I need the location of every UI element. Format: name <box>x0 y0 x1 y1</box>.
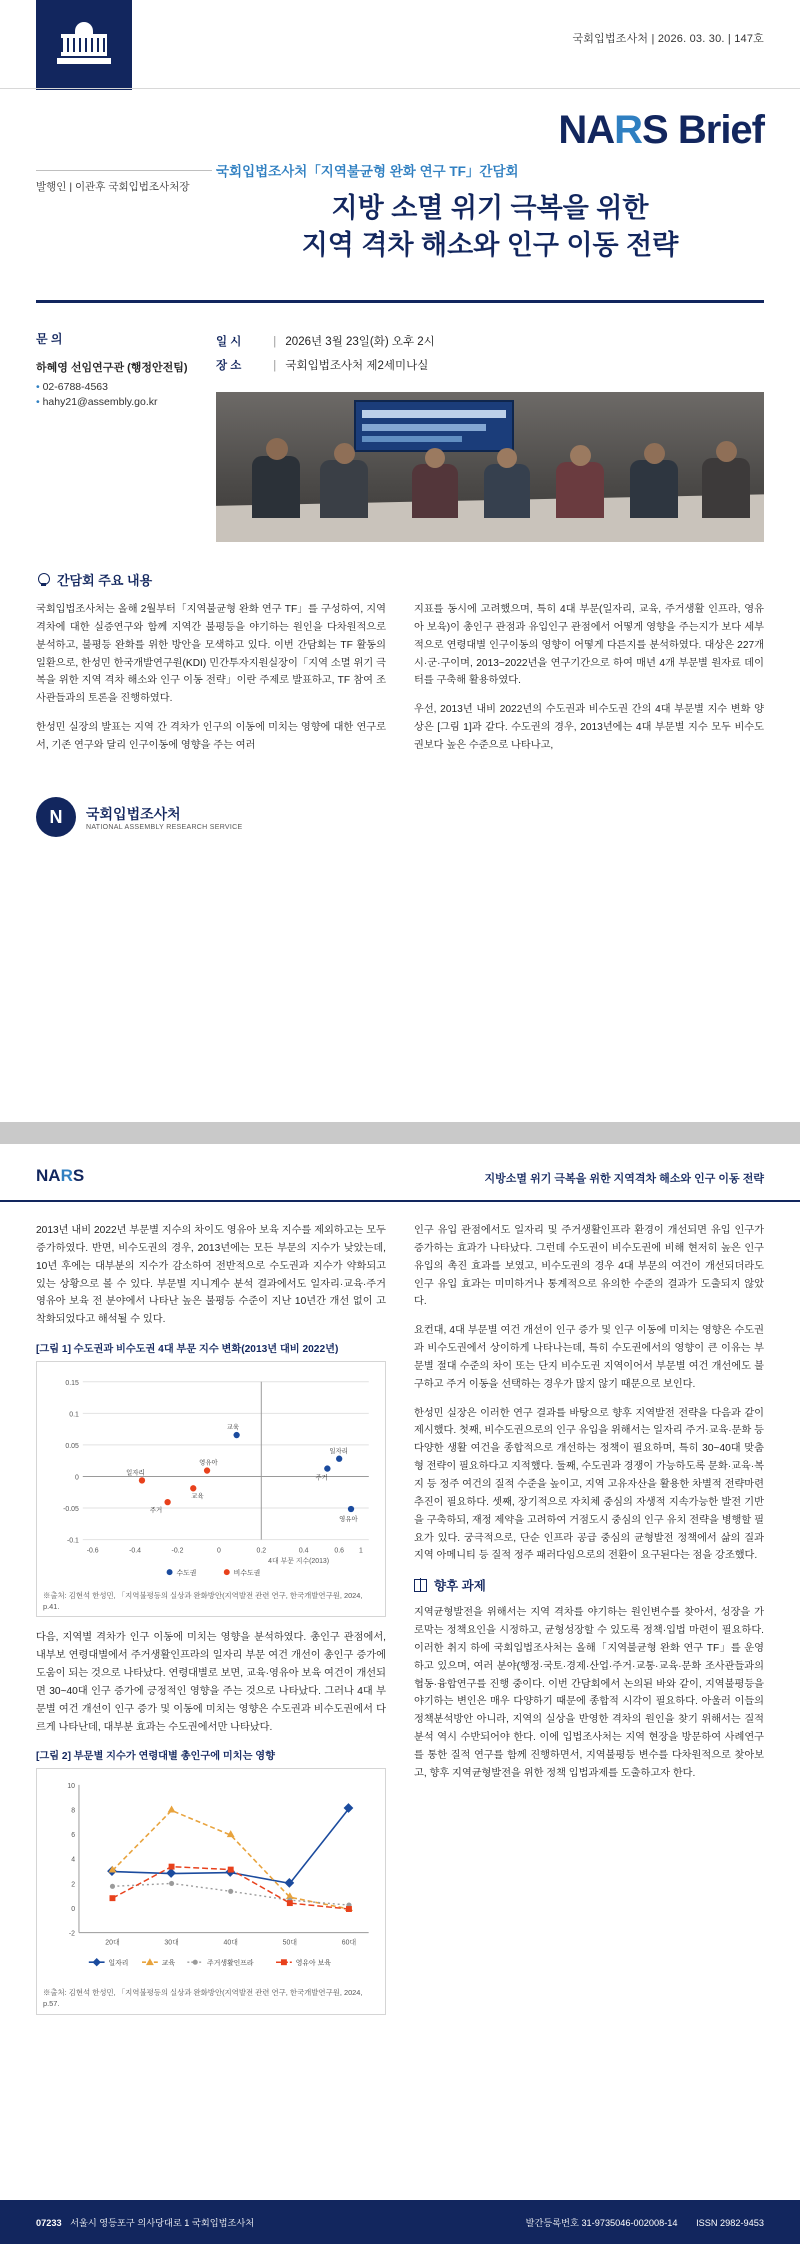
header-divider <box>0 88 800 89</box>
svg-text:0: 0 <box>75 1474 79 1482</box>
photo-person <box>702 458 750 518</box>
figure-2-caption: [그림 2] 부문별 지수가 연령대별 총인구에 미치는 영향 <box>36 1751 275 1763</box>
svg-text:주거: 주거 <box>315 1474 328 1482</box>
footer-reg-number: 발간등록번호 31-9735046-002008-14 <box>525 2218 678 2228</box>
figure-2-legend-3: 주거생활인프라 <box>207 1960 254 1968</box>
event-meta <box>216 330 486 378</box>
figure-1 <box>36 1340 386 1617</box>
body-paragraph: 2013년 내비 2022년 부문별 지수의 차이도 영유아 보육 지수를 제외하고는 모두 증가하였다. 반면, 비수도권의 경우, 2013년에는 모든 부문의 지수가 낮았는데, 10년 후에는 대부분의 지수가 감소하여 전반적으로 수도권과 지수가 약화되고 있는 상황으로 볼 수 있다. 부문별 지니계수 분석 결과에서도 일자리·교육·주거 영유아 보육 전 분야에서 나타난 높은 불평등 수준이 지난 10년간 개선 없이 고착화되었다고 해석될 수 있다. <box>36 1225 386 1326</box>
figure-2-legend-1: 일자리 <box>108 1960 129 1968</box>
nars-mark-s: S <box>72 1166 85 1185</box>
photo-person <box>252 456 300 518</box>
body-paragraph: 지역균형발전을 위해서는 지역 격차를 야기하는 원인변수를 찾아서, 성장을 가로막는 정책요인을 시정하고, 균형성장할 수 있도록 정책·입법 마련이 필요하다. 이러한 취지 하에 국회입법조사처는 올해「지역불균형 완화 연구 TF」를 운영하고 있으며, 여러 분야(행정·국토·경제·산업·주거·교통·교육·문화 조사관들과의 협동·융합연구를 진행 중이다. 이번 간담회에서 논의된 바와 같이, 지역불평등을 야기하는 변인은 매우 다양하기 때문에 종합적 시각이 필요하다. 아울러 이들의 정책분석방안 아니라, 지역의 실상을 반영한 격차의 원인을 찾기 위해서는 질적 분석 역시 수반되어야 한다. 이에 입법조사처는 지역 현장을 방문하여 사례연구를 통한 질적 연구를 함께 진행하면서, 지역불평등 변수를 다차원적으로 찾아보고, 향후 지역균형발전을 위한 정책 입법과제를 도출하고자 한다. <box>414 1607 764 1779</box>
svg-text:4: 4 <box>71 1857 76 1865</box>
page-gap <box>0 1122 800 1144</box>
photo-person-head <box>497 448 517 468</box>
title-block <box>216 160 764 265</box>
body-paragraph: 다음, 지역별 격차가 인구 이동에 미치는 영향을 분석하였다. 총인구 관점에서, 내부보 연령대별에서 주거생활인프라의 일자리 부문 여건 개선이 총인구 증가에 도움이 되는 것으로 나타났다. 연령대별로 보면, 교육·영유아 보육 여건이 개선되면 30~40대 인구 증가에 긍정적인 영향을 주는 것으로 나타났다. 그러나 4대 부문별 여건 개선이 인구 증가 및 이동에 미치는 영향은 수도권과 비수도권에서 다르게 나타난데, 대부분 효과는 수도권에서만 나타났다. <box>36 1632 386 1733</box>
svg-text:6: 6 <box>71 1832 76 1840</box>
svg-text:일자리: 일자리 <box>126 1469 145 1477</box>
summary-paragraph: 우선, 2013년 내비 2022년의 수도권과 비수도권 간의 4대 부문별 지수 변화 양상은 [그림 1]과 같다. 수도권의 경우, 2013년에는 4대 부문별 지수 모두 비수도권보다 높은 수준으로 나타나고, <box>414 704 764 751</box>
svg-text:교육: 교육 <box>191 1493 204 1501</box>
page-2 <box>0 1144 800 2244</box>
contact-heading: 문 의 <box>36 332 63 346</box>
nars-emblem-icon: N <box>36 797 76 837</box>
figure-2-legend-2: 교육 <box>161 1960 176 1968</box>
future-tasks-heading <box>414 1576 764 1594</box>
svg-text:주거: 주거 <box>149 1507 163 1515</box>
photo-person <box>484 464 530 518</box>
nars-mark-r: R <box>60 1166 73 1185</box>
svg-text:30대: 30대 <box>164 1939 179 1947</box>
title-rule <box>36 300 764 303</box>
summary-column-left <box>36 601 386 766</box>
logo-s: S <box>642 108 668 152</box>
tf-meeting-line: 국회입법조사처「지역불균형 완화 연구 TF」간담회 <box>216 164 519 179</box>
svg-text:4대 부문 지수(2013): 4대 부문 지수(2013) <box>268 1558 330 1566</box>
svg-text:영유아: 영유아 <box>339 1515 358 1523</box>
running-head: 지방소멸 위기 극복을 위한 지역격차 해소와 인구 이동 전략 <box>484 1173 764 1185</box>
svg-text:-0.05: -0.05 <box>63 1506 79 1514</box>
photo-person <box>630 460 678 518</box>
figure-1-legend-1: 수도권 <box>176 1570 197 1578</box>
photo-person-head <box>716 441 737 462</box>
nars-name-en: NATIONAL ASSEMBLY RESEARCH SERVICE <box>86 823 243 831</box>
svg-text:1: 1 <box>358 1547 363 1555</box>
nars-mark-na: NA <box>36 1166 61 1185</box>
svg-text:0.05: 0.05 <box>65 1442 79 1450</box>
contact-email[interactable]: • hahy21@assembly.go.kr <box>36 396 206 408</box>
section-heading <box>36 570 764 589</box>
meeting-photo <box>216 392 764 542</box>
svg-text:40대: 40대 <box>223 1939 238 1947</box>
photo-person-head <box>570 445 591 466</box>
svg-text:0: 0 <box>71 1906 76 1914</box>
logo-brief: Brief <box>677 108 764 152</box>
body-paragraph: 인구 유입 관점에서도 일자리 및 주거생활인프라 환경이 개선되면 유입 인구가 증가하는 효과가 나타났다. 그런데 수도권이 비수도권에 비해 현저히 높은 인구 유입의 촉진 효과를 보였고, 비수도권의 경우 4대 부문의 여건이 개선되더라도 인구 유입 효과는 미미하거나 통계적으로 유의한 수준의 결과가 도출되지 않았다. <box>414 1225 764 1308</box>
svg-text:-0.1: -0.1 <box>66 1537 79 1545</box>
summary-paragraph: 한성민 실장의 발표는 지역 간 격차가 인구의 이동에 미치는 영향에 대한 연구로서, 기존 연구와 달리 인구이동에 영향을 주는 여러 <box>36 722 386 751</box>
svg-text:-2: -2 <box>68 1930 76 1938</box>
photo-presentation-screen <box>354 400 514 452</box>
svg-text:일자리: 일자리 <box>329 1447 348 1455</box>
figure-1-legend-2: 비수도권 <box>233 1570 261 1578</box>
figure-2 <box>36 1747 386 2014</box>
photo-person <box>556 462 604 518</box>
issue-line: 국회입법조사처 | 2026. 03. 30. | 147호 <box>572 33 764 45</box>
page-2-column-left <box>36 1222 386 2027</box>
svg-text:0.1: 0.1 <box>69 1411 79 1419</box>
contact-block <box>36 330 206 411</box>
svg-text:0: 0 <box>216 1547 221 1555</box>
meta-date-label: 일 시 <box>216 336 242 348</box>
body-paragraph: 요컨대, 4대 부문별 여건 개선이 인구 증가 및 인구 이동에 미치는 영향은 수도권과 비수도권에서 상이하게 나타나는데, 특히 수도권에서의 영향이 큰 이유는 부문별 절대 수준의 차이 또는 단지 비수도권 지역이어서 부문별 여건 개선에도 불구하고 주거 이동을 선택하는 경우가 많지 않기 때문으로 보인다. <box>414 1325 764 1390</box>
figure-1-chart <box>43 1368 379 1580</box>
photo-person-head <box>425 448 445 468</box>
photo-person <box>412 464 458 518</box>
meeting-summary-section <box>36 570 764 766</box>
svg-text:0.2: 0.2 <box>256 1547 267 1555</box>
page-title-line-1: 지방 소멸 위기 극복을 위한 <box>331 193 649 223</box>
footer-address: 서울시 영등포구 의사당대로 1 국회입법조사처 <box>70 2218 255 2228</box>
lightbulb-icon <box>36 573 50 587</box>
summary-column-right <box>414 601 764 766</box>
svg-text:-0.6: -0.6 <box>86 1547 99 1555</box>
svg-text:0.6: 0.6 <box>334 1547 344 1555</box>
nars-mark <box>36 1166 84 1186</box>
page-2-footer <box>0 2200 800 2244</box>
photo-person-head <box>266 438 288 460</box>
logo-r: R <box>614 108 643 152</box>
photo-person <box>320 460 368 518</box>
summary-paragraph: 국회입법조사처는 올해 2월부터「지역불균형 완화 연구 TF」를 구성하여, 지역 격차에 대한 실증연구와 함께 지역간 불평등을 야기하는 원인을 다차원적으로 분석하고, 불평등 완화를 위한 방안을 모색하고 있다. 이번 간담회는 TF 활동의 일환으로, 한성민 한국개발연구원(KDI) 민간투자지원실장이「지역 소멸 위기 극복을 위한 지역 격차 해소와 인구 이동 전략」이란 주제로 발표하고, TF 참여 조사관들과의 토론을 진행하였다. <box>36 604 386 705</box>
svg-text:0.15: 0.15 <box>65 1379 79 1387</box>
svg-text:50대: 50대 <box>282 1939 297 1947</box>
svg-text:60대: 60대 <box>341 1939 357 1947</box>
meta-place-label: 장 소 <box>216 360 242 373</box>
photo-person-head <box>334 443 355 464</box>
footer-issn: ISSN 2982-9453 <box>696 2218 764 2228</box>
figure-2-legend-4: 영유아 보육 <box>295 1960 331 1968</box>
figure-2-source: ※출처: 김현석 한성민, 「지역불평등의 실상과 완화방안(지역발전 관련 연구, 한국개발연구원, 2024, p.57. <box>43 1988 363 2009</box>
contact-name: 하혜영 선임연구관 (행정안전팀) <box>36 362 188 374</box>
meta-date-value: 2026년 3월 23일(화) 오후 2시 <box>285 336 435 348</box>
svg-text:-0.4: -0.4 <box>129 1547 142 1555</box>
figure-2-chart <box>43 1775 379 1977</box>
figure-1-source: ※출처: 김현석 한성민, 「지역불평등의 실상과 완화방안(지역발전 관련 연구, 한국개발연구원, 2024, p.41. <box>43 1591 363 1612</box>
contact-phone: • 02-6788-4563 <box>36 381 206 393</box>
assembly-crest-icon <box>36 0 132 90</box>
nars-footer-logo <box>36 790 286 844</box>
book-icon <box>414 1579 427 1592</box>
section-title: 간담회 주요 내용 <box>57 573 153 588</box>
footer-zip: 07233 <box>36 2218 62 2228</box>
svg-text:영유아: 영유아 <box>199 1459 218 1467</box>
page-2-column-right <box>414 1222 764 2027</box>
svg-text:8: 8 <box>71 1807 76 1815</box>
nars-name-ko: 국회입법조사처 <box>86 805 181 822</box>
meta-sep-1: | <box>273 336 277 348</box>
body-paragraph: 한성민 실장은 이러한 연구 결과를 바탕으로 향후 지역발전 전략을 다음과 같이 제시했다. 첫째, 비수도권으로의 인구 유입을 위해서는 일자리 주거·교육·문화 등 다양한 생활 여건을 종합적으로 개선하는 정책이 필요하며, 특히 30~40대 맞춤형 전략이 필요하다고 지적했다. 둘째, 수도권과 경쟁이 가능하도록 문화·교육·복지 등 정주 여건의 질적 수준을 높이고, 지역 고유자산을 활용한 차별적 전략마련 추진이 필요하다. 셋째, 장기적으로 자치체 중심의 자생적 지속가능한 발전 기반을 구축하되, 재정 제약을 고려하여 거점도시 중심의 인구 유치 전략을 병행할 필요가 있다. 궁극적으로, 단순 인프라 공급 중심의 균형발전 정책에서 삶의 질과 지역 아메니티 등 질적 정주 패러다임으로의 전환이 요구된다는 점을 강조했다. <box>414 1407 765 1562</box>
publisher-label: 발행인 | 이관후 국회입법조사처장 <box>36 170 212 194</box>
svg-text:0.4: 0.4 <box>298 1547 309 1555</box>
svg-text:-0.2: -0.2 <box>171 1547 184 1555</box>
svg-text:2: 2 <box>71 1881 76 1889</box>
photo-person-head <box>644 443 665 464</box>
future-tasks-title: 향후 과제 <box>434 1579 486 1594</box>
meta-sep-2: | <box>273 360 277 373</box>
page-title-line-2: 지역 격차 해소와 인구 이동 전략 <box>301 230 679 261</box>
figure-1-caption: [그림 1] 수도권과 비수도권 4대 부문 지수 변화(2013년 대비 2022년) <box>36 1344 339 1356</box>
logo-na: NA <box>558 108 615 152</box>
summary-paragraph: 지표를 동시에 고려했으며, 특히 4대 부문(일자리, 교육, 주거생활 인프라, 영유아 보육)이 총인구 관점과 유입인구 관점에서 어떻게 영향을 주는지가 보다 세부적으로 연령대별 인구이동의 영향이 어떻게 다른지를 분석하였다. 대상은 227개 시·군·구이며, 2013~2022년을 연구기간으로 하여 매년 4개 부문별 원자료 데이터를 구축해 활용하였다. <box>414 604 764 687</box>
svg-text:10: 10 <box>67 1783 76 1791</box>
meta-place-value: 국회입법조사처 제2세미나실 <box>285 360 429 373</box>
svg-text:교육: 교육 <box>226 1424 240 1432</box>
nars-brief-logo <box>558 108 764 153</box>
svg-text:20대: 20대 <box>105 1939 120 1947</box>
